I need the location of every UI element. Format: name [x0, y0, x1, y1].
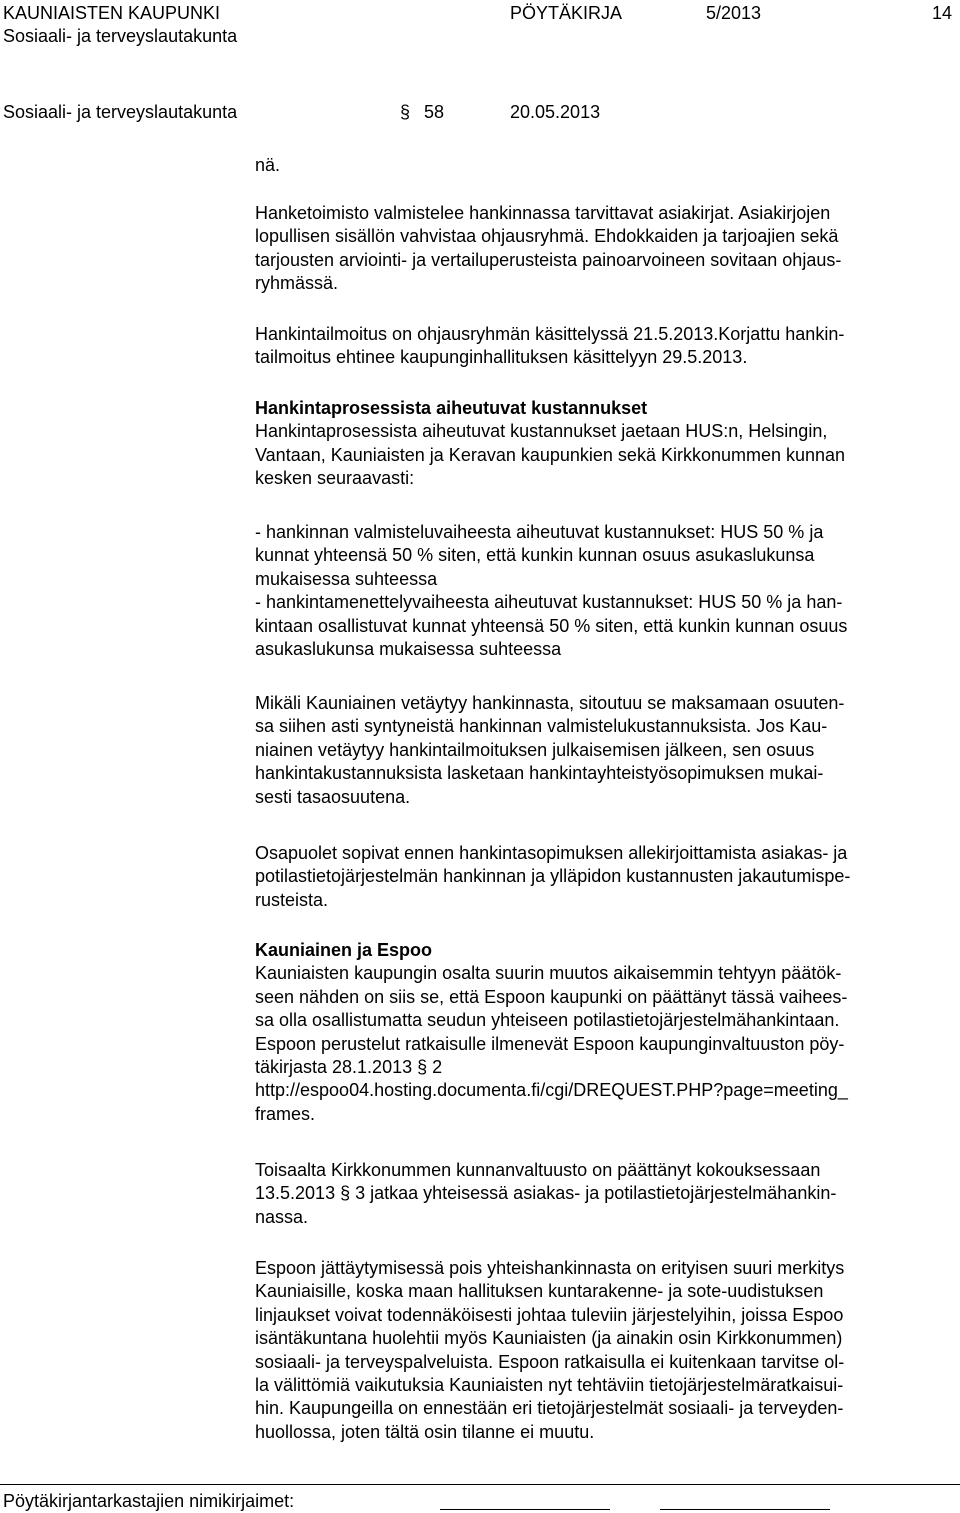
paragraph	[255, 939, 848, 1126]
text-line: Kauniaisten kaupungin osalta suurin muutos aikaisemmin tehtyyn päätök-	[255, 963, 842, 984]
paragraph	[255, 692, 844, 809]
text-line: Kauniaisille, koska maan hallituksen kuntarakenne- ja sote-uudistuksen	[255, 1281, 824, 1302]
section-number	[400, 101, 444, 124]
text-line: http://espoo04.hosting.documenta.fi/cgi/DREQUEST.PHP?page=meeting_	[255, 1080, 848, 1101]
document-type: PÖYTÄKIRJA	[510, 3, 623, 23]
text-line: Osapuolet sopivat ennen hankintasopimuksen allekirjoittamista asiakas- ja	[255, 843, 848, 863]
text-line: hin. Kaupungeilla on ennestään eri tietojärjestelmät sosiaali- ja terveyden-	[255, 1398, 844, 1419]
text-line: hankintakustannuksista lasketaan hankintayhteistyösopimuksen mukai-	[255, 763, 824, 784]
text-line: frames.	[255, 1103, 316, 1124]
text-line: kesken seuraavasti:	[255, 468, 415, 489]
initials-signature-line	[660, 1509, 830, 1510]
text-line: potilastietojärjestelmän hankinnan ja ylläpidon kustannusten jakautumispe-	[255, 866, 851, 887]
paragraph	[255, 521, 847, 661]
organization-name: KAUNIAISTEN KAUPUNKI	[3, 3, 221, 23]
paragraph	[255, 323, 844, 370]
text-line: ryhmässä.	[255, 273, 339, 294]
text-line: nä.	[255, 155, 281, 175]
page-number: 14	[932, 3, 953, 23]
text-line: täkirjasta 28.1.2013 § 2	[255, 1057, 443, 1078]
text-line: Espoon perustelut ratkaisulle ilmenevät Espoon kaupunginvaltuuston pöy-	[255, 1033, 845, 1054]
text-line: Hankintaprosessista aiheutuvat kustannukset jaetaan HUS:n, Helsingin,	[255, 421, 828, 442]
text-line: sa olla osallistumatta seudun yhteiseen potilastietojärjestelmähankintaan.	[255, 1010, 840, 1031]
initials-signature-line	[440, 1509, 610, 1510]
text-line: - hankintamenettelyvaiheesta aiheutuvat kustannukset: HUS 50 % ja han-	[255, 592, 843, 613]
meeting-date: 20.05.2013	[510, 102, 601, 122]
text-line: tailmoitus ehtinee kaupunginhallituksen käsittelyyn 29.5.2013.	[255, 347, 748, 368]
paragraph	[255, 1257, 844, 1444]
text-line: Espoon jättäytymisessä pois yhteishankinnasta on erityisen suuri merkitys	[255, 1258, 845, 1278]
footer-divider	[0, 1484, 960, 1485]
section-sign: §	[400, 102, 411, 122]
meeting-body: Sosiaali- ja terveyslautakunta	[3, 102, 238, 122]
text-line: Mikäli Kauniainen vetäytyy hankinnasta, sitoutuu se maksamaan osuuten-	[255, 693, 845, 713]
section-heading: Kauniainen ja Espoo	[255, 940, 433, 960]
text-line: kintaan osallistuvat kunnat yhteensä 50 % siten, että kunkin kunnan osuus	[255, 615, 848, 636]
issue-number: 5/2013	[706, 3, 762, 23]
text-line: asukaslukunsa mukaisessa suhteessa	[255, 639, 562, 660]
text-line: rusteista.	[255, 889, 329, 910]
text-line: isäntäkuntana huolehtii myös Kauniaisten (ja ainakin osin Kirkkonummen)	[255, 1328, 843, 1349]
text-line: lopullisen sisällön vahvistaa ohjausryhmä. Ehdokkaiden ja tarjoajien sekä	[255, 226, 839, 247]
text-line: kunnat yhteensä 50 % siten, että kunkin kunnan osuus asukaslukunsa	[255, 545, 815, 566]
text-line: niainen vetäytyy hankintailmoituksen julkaisemisen jälkeen, sen osuus	[255, 739, 815, 760]
committee-name: Sosiaali- ja terveyslautakunta	[3, 26, 238, 46]
text-line: nassa.	[255, 1206, 309, 1227]
text-line: 13.5.2013 § 3 jatkaa yhteisessä asiakas- ja potilastietojärjestelmähankin-	[255, 1183, 837, 1204]
text-line: tarjousten arviointi- ja vertailuperusteista painoarvoineen sovitaan ohjaus-	[255, 249, 842, 270]
paragraph	[255, 202, 841, 296]
text-line: seen nähden on siis se, että Espoon kaupunki on päättänyt tässä vaihees-	[255, 986, 848, 1007]
text-line: Hanketoimisto valmistelee hankinnassa tarvittavat asiakirjat. Asiakirjojen	[255, 203, 831, 223]
paragraph	[255, 1159, 836, 1229]
text-line: sesti tasaosuutena.	[255, 786, 411, 807]
text-line: huollossa, joten tältä osin tilanne ei muutu.	[255, 1421, 595, 1442]
text-line: mukaisessa suhteessa	[255, 568, 438, 589]
text-line: - hankinnan valmisteluvaiheesta aiheutuvat kustannukset: HUS 50 % ja	[255, 522, 824, 542]
text-line: Toisaalta Kirkkonummen kunnanvaltuusto on päättänyt kokouksessaan	[255, 1160, 821, 1180]
section-heading: Hankintaprosessista aiheutuvat kustannukset	[255, 398, 648, 418]
initials-label: Pöytäkirjantarkastajien nimikirjaimet:	[3, 1491, 295, 1511]
paragraph	[255, 397, 845, 491]
section-value: 58	[424, 102, 445, 122]
text-line: Hankintailmoitus on ohjausryhmän käsittelyssä 21.5.2013.Korjattu hankin-	[255, 324, 845, 344]
text-line: sosiaali- ja terveyspalveluista. Espoon ratkaisulla ei kuitenkaan tarvitse ol-	[255, 1351, 845, 1372]
text-line: Vantaan, Kauniaisten ja Keravan kaupunkien sekä Kirkkonummen kunnan	[255, 444, 846, 465]
text-line: sa siihen asti syntyneistä hankinnan valmistelukustannuksista. Jos Kau-	[255, 716, 828, 737]
paragraph	[255, 154, 280, 177]
paragraph	[255, 842, 850, 912]
text-line: linjaukset voivat todennäköisesti johtaa tuleviin järjestelyihin, joissa Espoo	[255, 1304, 844, 1325]
text-line: la välittömiä vaikutuksia Kauniaisten nyt tehtäviin tietojärjestelmäratkaisui-	[255, 1375, 844, 1396]
